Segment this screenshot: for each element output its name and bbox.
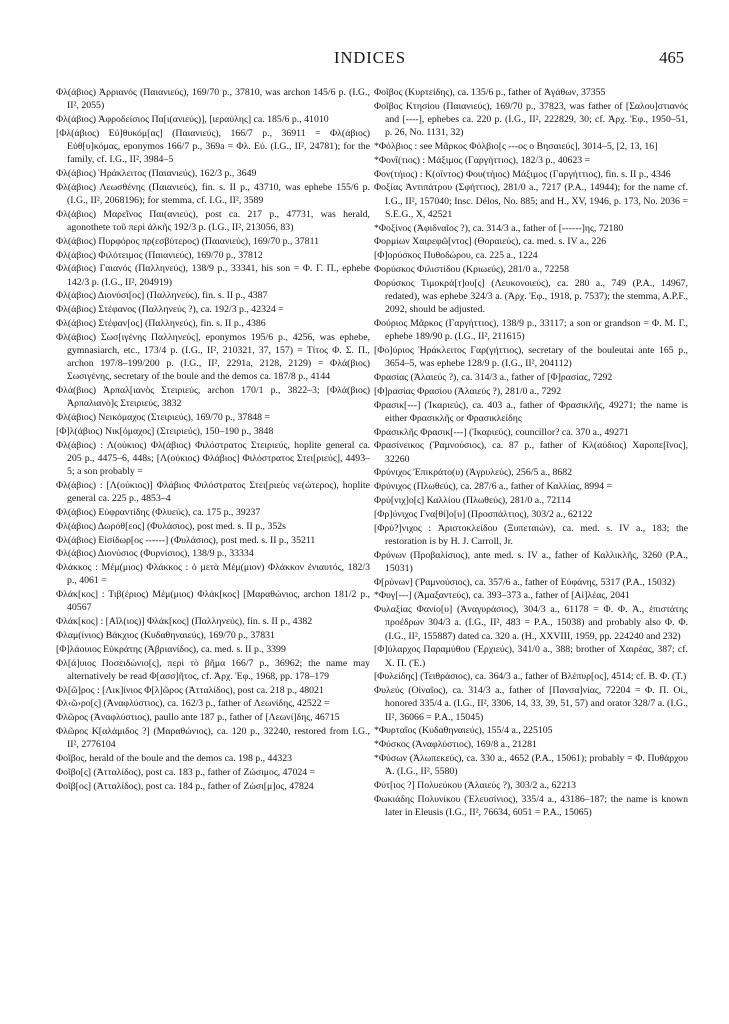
index-column-left: [56, 86, 370, 1011]
index-entry: [Φο]ύριος Ἡράκλειτος Γαρ(γήττιος), secretary of the bouleutai ante 165 p., 3654–5, was ephebe 128/9 p. (I.G., II², 204112): [374, 344, 688, 370]
index-entry: Φλάκκος : Μέμ(μιος) Φλάκκος : ὁ μετὰ Μέμ(μιον) Φλάκκον ἐνιαυτός, 182/3 p., 4061 =: [56, 562, 370, 587]
index-entry: Φ[ρύνων] (Ῥαμνούσιος), ca. 357/6 a., father of Εὐφάνης, 5317 (P.A., 15032): [374, 576, 675, 588]
index-entry: Φρύ[νιχ]ο[ς] Καλλίου (Πλωθεύς), 281/0 a., 72114: [374, 494, 571, 506]
running-title: INDICES: [333, 48, 407, 67]
index-entry: Φρασικ[---] (Ἰκαριεύς), ca. 403 a., father of Φρασικλῆς, 49271; the name is either Φρασικλῆς or Φρασικλείδης: [374, 399, 688, 424]
index-entry: Φλ(άβιος) Ἀρριανός (Παιανιεύς), 169/70 p., 37810, was archon 145/6 p. (I.G., II², 2055): [56, 87, 370, 112]
index-entry: Φοῖβο[ς] (Ἀτταλίδος), post ca. 183 p., father of Ζώσιμος, 47024 =: [56, 766, 316, 778]
index-entry: [Φλ(άβιος) Εὐ]θυκόμ[ας] (Παιανιεύς), 166/7 p., 36911 = Φλ(άβιος) Εὐθ[υ]κόμας, eponymos 166/7 p., 369a = Φλ. Εὐ. (I.G., II², 24781); for the family, cf. I.G., II², 3984–5: [56, 127, 370, 166]
index-entry: Φλ(άβιος) Λεωσθένης (Παιανιεύς), fin. s. II p., 43710, was ephebe 155/6 p. (I.G., II², 2068196); for stemma, cf. I.G., II², 3589: [56, 181, 370, 206]
index-entry: Φλ(άβιος) Γαιανός (Παλληνεύς), 138/9 p., 33341, his son = Φ. Γ. Π., ephebe 142/3 p. (I.G., II², 204919): [56, 263, 370, 288]
index-entry: Φλῶρος (Ἀναφλύστιος), paullo ante 187 p., father of [Λεωνί]δης, 46715: [56, 712, 340, 724]
index-entry: Φον(τήιος) : Κ(οΐντος) Φου(τήιος) Μάξιμος (Γαργήττιος), fin. s. II p., 4346: [374, 168, 671, 180]
index-entry: Φλῶρος Κ[αλάμιδος ?] (Μαραθώνιος), ca. 120 p., 32240, restored from I.G., II², 2776104: [56, 725, 370, 751]
index-entry: [Φ]λάουιος Εὐκράτης (Ἀβριανίδος), ca. med. s. II p., 3399: [56, 643, 286, 655]
index-entry: *Φύσκος (Ἀναφλύστιος), 169/8 a., 21281: [374, 739, 537, 751]
index-entry: Φρασίας (Ἁλαιεύς ?), ca. 314/3 a., father of [Φ]ρασίας, 7292: [374, 371, 613, 383]
index-entry: [Φρ]ύνιχος Γνα[θί]ο[υ] (Προσπάλτιος), 303/2 a., 62122: [374, 508, 593, 520]
index-entry: Φοῖβ[ος] (Ἀτταλίδος), post ca. 184 p., father of Ζώσι[μ]ος, 47824: [56, 780, 314, 792]
index-entry: [Φ]ρασίας Φρασίου (Ἁλαιεύς ?), 281/0 a., 7292: [374, 385, 562, 397]
index-entry: Φλ(άβιος) Διονύσι[ος] (Παλληνεύς), fin. s. II p., 4387: [56, 290, 268, 302]
page-header: [56, 48, 684, 72]
index-entry: Φλ(άβιος) Διονύσιος (Φυρνίσιος), 138/9 p., 33334: [56, 548, 254, 560]
index-entry: [Φ]λ(άβιος) Νικ[όμαχος] (Στειριεύς), 150–190 p., 3848: [56, 425, 274, 437]
index-entry: Φλ(άβιος) Δωρόθ[εος] (Φυλάσιος), post med. s. II p., 352s: [56, 520, 286, 532]
index-entry: Φλάκ[κος] : Τιβ(έριος) Μέμ(μιος) Φλάκ[κος] [Μαραθώνιος, archon 181/2 p., 40567: [56, 589, 370, 614]
index-entry: Φύτ[ιος ?] Πολυεύκου (Ἁλαιεύς ?), 303/2 a., 62213: [374, 779, 577, 791]
index-entry: Φλ(άβιος) Ἀφροδείσιος Πα[ι(ανιεύς)], [ιεραύλης] ca. 185/6 p., 41010: [56, 114, 329, 125]
index-entry: Φρασικλῆς Φρασικ[---] (Ἰκαριεύς), councillor? ca. 370 a., 49271: [374, 426, 629, 438]
index-entry: Φλ(άβιος) Στέφανος (Παλληνεύς ?), ca. 192/3 p., 42324 =: [56, 304, 284, 316]
index-entry: Φλάκ[κος] : [Αἴλ(ιος)] Φλάκ[κος] (Παλληνεύς), fin. s. II p., 4382: [56, 616, 313, 628]
index-entry: Φοῖβος (Κυρτείδης), ca. 135/6 p., father of Ἀγάθων, 37355: [374, 87, 606, 98]
index-entry: Φορμίων Χαιρεφῶ[ντος] (Θοραιεύς), ca. med. s. IV a., 226: [374, 236, 607, 248]
index-entry: [Φ]ύλαρχος Παραμύθου (Ἐρχιεύς), 341/0 a., 388; brother of Χαιρέας, 387; cf. Χ. Π. (Ἐ.): [374, 644, 688, 669]
index-entry: *Φύσων (Ἀλωπεκεύς), ca. 330 a., 4652 (P.A., 15061); probably = Φ. Πυθάρχου Ἀ. (I.G., II², 5580): [374, 752, 688, 778]
index-entry: Φορύσκος Τιμοκρά[τ]ου[ς] (Λευκονοιεύς), ca. 280 a., 749 (P.A., 14967, redated), was ephebe 324/3 a. (Ἀρχ. Ἐφ., 1918, p. 7537); the stemma, A.P.F., 2092, should be adjusted.: [374, 277, 688, 316]
index-entry: Φλ(άβιος) Πυρφόρος πρ(εσβύτερος) (Παιανιεύς), 169/70 p., 37811: [56, 235, 320, 247]
index-entry: Φλ(άβιος) : Λ(ούκιος) Φλ(άβιος) Φιλόστρατος Στειριεύς, hoplite general ca. 205 p., 4475–6, 448s; [Λ(ούκιος) Φλάβιος] Φιλόστρατος Στει[ριεύς], 4493–5; a son probably =: [56, 439, 370, 478]
index-entry: Φλά(βιος) Ἀρπαλ[ιανὸς Στειριεύς, archon 170/1 p., 3822–3; [Φλά(βιος) Ἀρπαλιανὸ]ς Στειριεύς, 3832: [56, 385, 370, 410]
index-entry: Φλ‹ῶ›ρο[ς] (Ἀναφλύστιος), ca. 162/3 p., father of Λεωνίδης, 42522 =: [56, 698, 330, 710]
index-entry: *Φυρταῖος (Κυδαθηναιεύς), 155/4 a., 225105: [374, 725, 553, 737]
page-number: 465: [659, 48, 684, 67]
index-entry: Φλ(άβιος) Νεικόμαχος (Στειριεύς), 169/70 p., 37848 =: [56, 412, 270, 424]
index-entry: Φυλεύς (Οἰναῖος), ca. 314/3 a., father of [Πανσα]νίας, 72204 = Φ. Π. Οἰ., honored 335/4 a. (I.G., II², 3306, 14, 33, 39, 51, 57) and orator 328/7 a. (I.G., II², 36066 = P.A., 15045): [374, 685, 688, 723]
index-entry: [Φ]ορύσκος Πυθοδώρου, ca. 225 a., 1224: [374, 250, 538, 262]
index-entry: *Φονΐ(τιος) : Μάξιμος (Γαργήττιος), 182/3 p., 40623 =: [374, 154, 591, 166]
index-entry: [Φυλείδης] (Τειθράσιος), ca. 364/3 a., father of Βλέπυρ[ος], 4514; cf. Β. Φ. (Τ.): [374, 671, 687, 683]
index-entry: Φλ[ά]υιος Ποσειδώνιο[ς], περὶ τὸ βῆμα 166/7 p., 36962; the name may alternatively be read Φ[ασσ]ῆτος, cf. Ἀρχ. Ἐφ., 1968, pp. 178–179: [56, 657, 370, 682]
index-entry: Φλ(άβιος) Φιλότειμος (Παιανιεύς), 169/70 p., 37812: [56, 249, 263, 261]
index-entry: Φοῖβος, herald of the boule and the demos ca. 198 p., 44323: [56, 752, 293, 764]
index-entry: Φρασίνεικος (Ῥαμνούσιος), ca. 87 p., father of Κλ(αύδιος) Χαροπε[ῖνος], 32260: [374, 440, 688, 465]
index-entry: Φλ(άβιος) : [Λ(ούκιος)] Φλάβιος Φιλόστρατος Στει[ριεὺς νε(ώτερος), hoplite general ca. 225 p., 4853–4: [56, 479, 370, 505]
index-entry: Φλ[ῶ]ρος : [Λικ]ίνιος Φ[λ]ῶρος (Ἀτταλίδος), post ca. 218 p., 48021: [56, 684, 324, 696]
index-entry: Φλ(άβιος) Στέφαν[ος] (Παλληνεύς), fin. s. II p., 4386: [56, 317, 266, 329]
index-entry: Φλ(άβιος) Ἡράκλειτος (Παιανιεύς), 162/3 p., 3649: [56, 168, 257, 179]
index-entry: Φρύνιχος Ἐπικράτο(υ) (Ἀγρυλεύς), 256/5 a., 8682: [374, 467, 573, 479]
index-column-right: [374, 86, 688, 1011]
index-entry: Φλ(άβιος) Εἰσίδωρ[ος ------] (Φυλάσιος), post med. s. II p., 35211: [56, 534, 316, 546]
index-entry: Φοῖβος Κτησίου (Παιανιεύς), 169/70 p., 37823, was father of [Σαλου]στιανός and [----], ephebes ca. 220 p. (I.G., II², 222829, 30; cf. Ἀρχ. Ἐφ., 1950–51, p. 26, No. 1131, 32): [374, 100, 688, 139]
index-entry: Φοξίας Ἀντιπάτρου (Σφήττιος), 281/0 a., 7217 (P.A., 14944); for the name cf. I.G., II², 157040; Insc. Délos, No. 885; and H., XV, 1946, p. 173, No. 2036 = S.E.G., X, 42521: [374, 182, 688, 220]
index-entry: Φλ(άβιος) Εὐφραντίδης (Φλυεύς), ca. 175 p., 39237: [56, 506, 261, 518]
index-entry: [Φρύ?]νιχος : Ἀριστοκλείδου (Ξυπεταιών), ca. med. s. IV a., 183; the restoration is by H. J. Carroll, Jr.: [374, 522, 688, 547]
index-entry: Φορύσκος Φιλιστίδου (Κριωεύς), 281/0 a., 72258: [374, 263, 570, 275]
index-entry: Φλ(άβιος) Μαρεῖνος Παι(ανιεύς), post ca. 217 p., 47731, was herald, agonothete τοῦ περὶ ἀλκῆς 192/3 p. (I.G., II², 213056, 83): [56, 208, 370, 233]
index-entry: Φυλαξίας Φανίο[υ] (Ἀναγυράσιος), 304/3 a., 61178 = Φ. Φ. Ἀ., ἐπιστάτης προέδρων 304/3 a. (I.G., II², 483 = P.A., 15038) and probably also Φ. Φ. (I.G., II², 155887) dated ca. 320 a. (H., XXVIII, 1959, pp. 224240 and 232): [374, 604, 688, 642]
index-entry: Φρύνων (Προβαλίσιος), ante med. s. IV a., father of Καλλικλῆς, 3260 (P.A., 15031): [374, 549, 688, 574]
index-entry: Φλ(άβιος) Σωσ[ιγένης Παλληνεύς], eponymos 195/6 p., 4256, was ephebe, gymnasiarch, etc., 173/4 p. (I.G., II², 210321, 37, 157) = Τίτος Φ. Σ. Π., archon 197/8–199/200 p. (I.G., II², 2291a, 2128, 2129) = Φλά(βιος) Σωσιγένης, secretary of the boule and the demos ca. 187/8 p., 4144: [56, 331, 370, 383]
index-entry: Φρύνιχος (Πλωθεύς), ca. 287/6 a., father of Καλλίας, 8994 =: [374, 481, 612, 493]
index-entry: Φωκιάδης Πολυνίκου (Ἐλευσίνιος), 335/4 a., 43186–187; the name is known later in Eleusis (I.G., II², 76634, 6051 = P.A., 15065): [374, 793, 688, 818]
index-entry: Φλαμ(ίνιος) Βάκχιος (Κυδαθηναιεύς), 169/70 p., 37831: [56, 629, 275, 641]
index-entry: *Φυγ[---] (Ἀμαξαντεύς), ca. 393–373 a., father of [Αἰ]λέας, 2041: [374, 590, 630, 602]
index-entry: Φούριος Μᾶρκος (Γαργήττιος), 138/9 p., 33117; a son or grandson = Φ. Μ. Γ., ephebe 189/90 p. (I.G., II², 211615): [374, 317, 688, 343]
index-entry: *Φόλβιος : see Μᾶρκος Φόλβιο[ς ---ος ο Βησαιεύς], 3014–5, [2, 13, 16]: [374, 141, 658, 152]
index-entry: *Φοξίνος (Ἀφιδναῖος ?), ca. 314/3 a., father of [------]ης, 72180: [374, 222, 624, 234]
